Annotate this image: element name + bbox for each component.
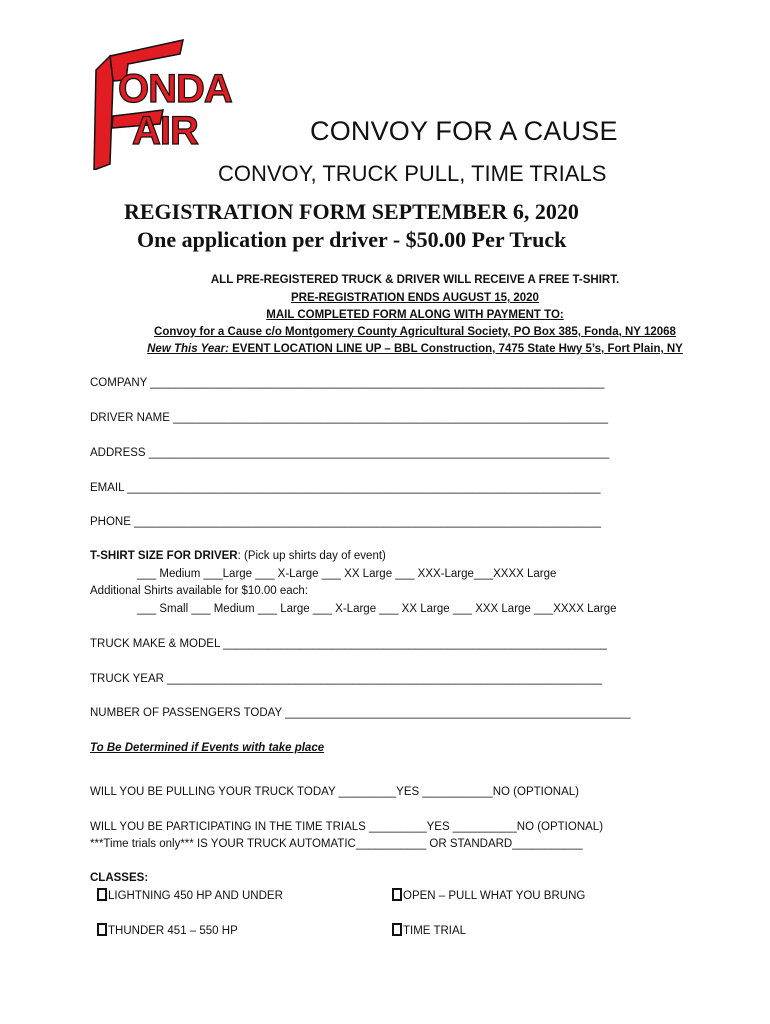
class-lightning[interactable] (97, 888, 283, 902)
transmission-question[interactable]: ***Time trials only*** IS YOUR TRUCK AUTOMATIC___________ OR STANDARD___________ (90, 838, 583, 850)
address-field[interactable]: ADDRESS ________________________________________________________________________ (90, 447, 610, 459)
new-this-year-label: New This Year: (147, 343, 229, 355)
time-trial-label: TIME TRIAL (403, 925, 467, 937)
driver-name-field[interactable]: DRIVER NAME ____________________________________________________________________ (90, 412, 608, 424)
thunder-label: THUNDER 451 – 550 HP (108, 925, 238, 937)
event-location (85, 343, 745, 355)
tshirt-size-heading (90, 550, 386, 562)
logo-line-1: ONDA (118, 67, 232, 111)
free-tshirt-note: ALL PRE-REGISTERED TRUCK & DRIVER WILL RECEIVE A FREE T-SHIRT. (210, 274, 620, 286)
page-subtitle: CONVOY, TRUCK PULL, TIME TRIALS (218, 161, 607, 186)
email-field[interactable]: EMAIL __________________________________________________________________________ (90, 482, 601, 494)
page-title: CONVOY FOR A CAUSE (310, 116, 618, 146)
fonda-fair-logo (88, 36, 273, 170)
mailing-address: Convoy for a Cause c/o Montgomery County Agricultural Society, PO Box 385, Fonda, NY 12068 (154, 326, 676, 338)
mail-instructions: MAIL COMPLETED FORM ALONG WITH PAYMENT TO: (266, 309, 564, 321)
class-time-trial[interactable] (392, 923, 466, 937)
registration-heading: REGISTRATION FORM SEPTEMBER 6, 2020 (124, 199, 579, 224)
logo-line-2: AIR (132, 109, 198, 153)
tbd-note: To Be Determined if Events with take place (90, 742, 325, 754)
lightning-checkbox[interactable] (97, 888, 107, 901)
application-heading: One application per driver - $50.00 Per Truck (137, 227, 567, 252)
classes-label: CLASSES: (90, 872, 149, 884)
time-trials-question[interactable]: WILL YOU BE PARTICIPATING IN THE TIME TRIALS _________YES __________NO (OPTIONAL) (90, 821, 604, 833)
truck-make-model-field[interactable]: TRUCK MAKE & MODEL ____________________________________________________________ (90, 638, 607, 650)
passengers-field[interactable]: NUMBER OF PASSENGERS TODAY ______________________________________________________ (90, 707, 631, 719)
fonda-fair-logo-graphic (88, 36, 273, 170)
preregistration-deadline: PRE-REGISTRATION ENDS AUGUST 15, 2020 (291, 292, 539, 304)
lightning-label: LIGHTNING 450 HP AND UNDER (108, 890, 283, 902)
pulling-question[interactable]: WILL YOU BE PULLING YOUR TRUCK TODAY _________YES ___________NO (OPTIONAL) (90, 786, 579, 798)
additional-shirt-sizes[interactable]: ___ Small ___ Medium ___ Large ___ X-Large ___ XX Large ___ XXX Large ___XXXX Large (137, 603, 617, 615)
open-label: OPEN – PULL WHAT YOU BRUNG (403, 890, 586, 902)
thunder-checkbox[interactable] (97, 923, 107, 936)
time-trial-checkbox[interactable] (392, 923, 402, 936)
class-thunder[interactable] (97, 923, 238, 937)
company-field[interactable]: COMPANY _______________________________________________________________________ (90, 377, 605, 389)
event-location-text: EVENT LOCATION LINE UP – BBL Construction, 7475 State Hwy 5’s, Fort Plain, NY (228, 343, 683, 355)
truck-year-field[interactable]: TRUCK YEAR ____________________________________________________________________ (90, 673, 603, 685)
class-open[interactable] (392, 888, 585, 902)
open-checkbox[interactable] (392, 888, 402, 901)
tshirt-size-label: T-SHIRT SIZE FOR DRIVER (90, 550, 238, 562)
tshirt-size-instructions: : (Pick up shirts day of event) (237, 550, 386, 562)
phone-field[interactable]: PHONE _________________________________________________________________________ (90, 516, 601, 528)
driver-shirt-sizes[interactable]: ___ Medium ___Large ___ X-Large ___ XX Large ___ XXX-Large___XXXX Large (137, 568, 557, 580)
additional-shirts-note: Additional Shirts available for $10.00 each: (90, 585, 309, 597)
